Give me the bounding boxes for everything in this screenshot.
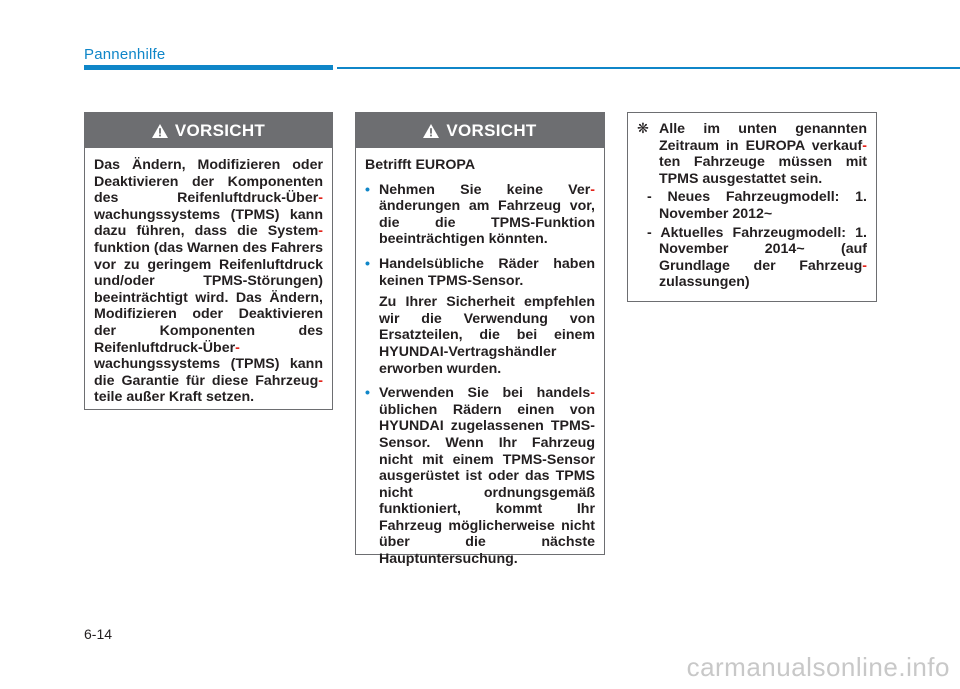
bullet-text: üblichen Rädern einen von HYUNDAI zugelassenen TPMS-Sensor. Wenn Ihr Fahrzeug nicht mit einem TPMS-Sensor ausgerüstet ist oder das TPMS nicht ordnungsgemäß funktioniert, kommt Ihr Fahrzeug möglicherweise nicht über die nächste Hauptuntersuchung. <box>379 401 595 568</box>
bullet-item <box>365 385 595 568</box>
section-title: Pannenhilfe <box>84 46 166 63</box>
header-rule-thick <box>84 65 333 70</box>
note-item <box>637 225 867 291</box>
hyphen-mark: - <box>235 339 240 356</box>
caution-box-left <box>84 112 333 410</box>
caution-header-left <box>85 113 332 148</box>
caution-text: funktion (das Warnen des Fahrers vor zu geringem Reifenluftdruck und/oder TPMS-Störungen) beeinträchtigt wird. Das Ändern, Modifizieren oder Deaktivieren der Komponenten des Reifenluftdruck-Über <box>94 239 323 356</box>
hyphen-mark: - <box>590 385 595 402</box>
note-body: ten Fahrzeuge müssen mit TPMS ausgestattet sein. <box>659 154 867 187</box>
note-item-text: zulassungen) <box>659 274 750 291</box>
warning-icon <box>423 124 439 138</box>
caution-intro: Betrifft EUROPA <box>365 157 476 173</box>
caution-text: teile außer Kraft setzen. <box>94 389 255 406</box>
caution-text-left <box>85 148 332 406</box>
caution-heading: VORSICHT <box>446 120 537 140</box>
caution-header-middle <box>356 113 604 148</box>
watermark: carmanualsonline.info <box>686 652 950 682</box>
caution-box-middle <box>355 112 605 568</box>
note-item-text: - Aktuelles Fahrzeugmodell: 1. November 2014~ (auf Grundlage der Fahrzeug <box>647 224 867 274</box>
hyphen-mark: - <box>318 190 323 207</box>
bullet-text: Handelsübliche Räder haben keinen TPMS-Sensor. <box>379 255 595 289</box>
caution-text: Das Ändern, Modifizieren oder Deaktivieren der Komponenten des Reifenluftdruck-Über <box>94 157 323 207</box>
caution-text: wachungssystems (TPMS) kann die Garantie für diese Fahrzeug <box>94 356 323 389</box>
note-text <box>628 113 876 291</box>
caution-text: wachungssystems (TPMS) kann dazu führen, dass die System <box>94 206 323 240</box>
bullet-item <box>365 182 595 248</box>
bullet-item <box>365 256 595 289</box>
warning-icon <box>152 124 168 138</box>
bullet-text: änderungen am Fahrzeug vor, die die TPMS-Funktion beeinträchtigen könnten. <box>379 198 595 248</box>
note-body: Alle im unten genannten Zeitraum in EUROPA verkauf <box>659 121 867 154</box>
bullet-subtext: Zu Ihrer Sicherheit empfehlen wir die Verwendung von Ersatzteilen, die bei einem HYUNDAI-Vertragshändler erworben wurden. <box>379 294 595 377</box>
header-rule-thin <box>337 67 960 69</box>
bullet-text: Verwenden Sie bei handels <box>379 385 591 402</box>
hyphen-mark: - <box>318 223 323 240</box>
asterisk-icon: ❋ <box>637 121 649 137</box>
hyphen-mark: - <box>318 372 323 389</box>
hyphen-mark: - <box>862 257 867 274</box>
note-item: - Neues Fahrzeugmodell: 1. November 2012~ <box>647 189 867 222</box>
hyphen-mark: - <box>862 137 867 154</box>
bullet-text: Nehmen Sie keine Ver <box>379 181 591 198</box>
caution-text-middle <box>356 148 604 568</box>
note-paragraph <box>637 121 867 187</box>
caution-heading: VORSICHT <box>174 120 266 140</box>
note-box-right <box>627 112 877 302</box>
page-number: 6-14 <box>84 626 113 642</box>
hyphen-mark: - <box>590 181 595 198</box>
